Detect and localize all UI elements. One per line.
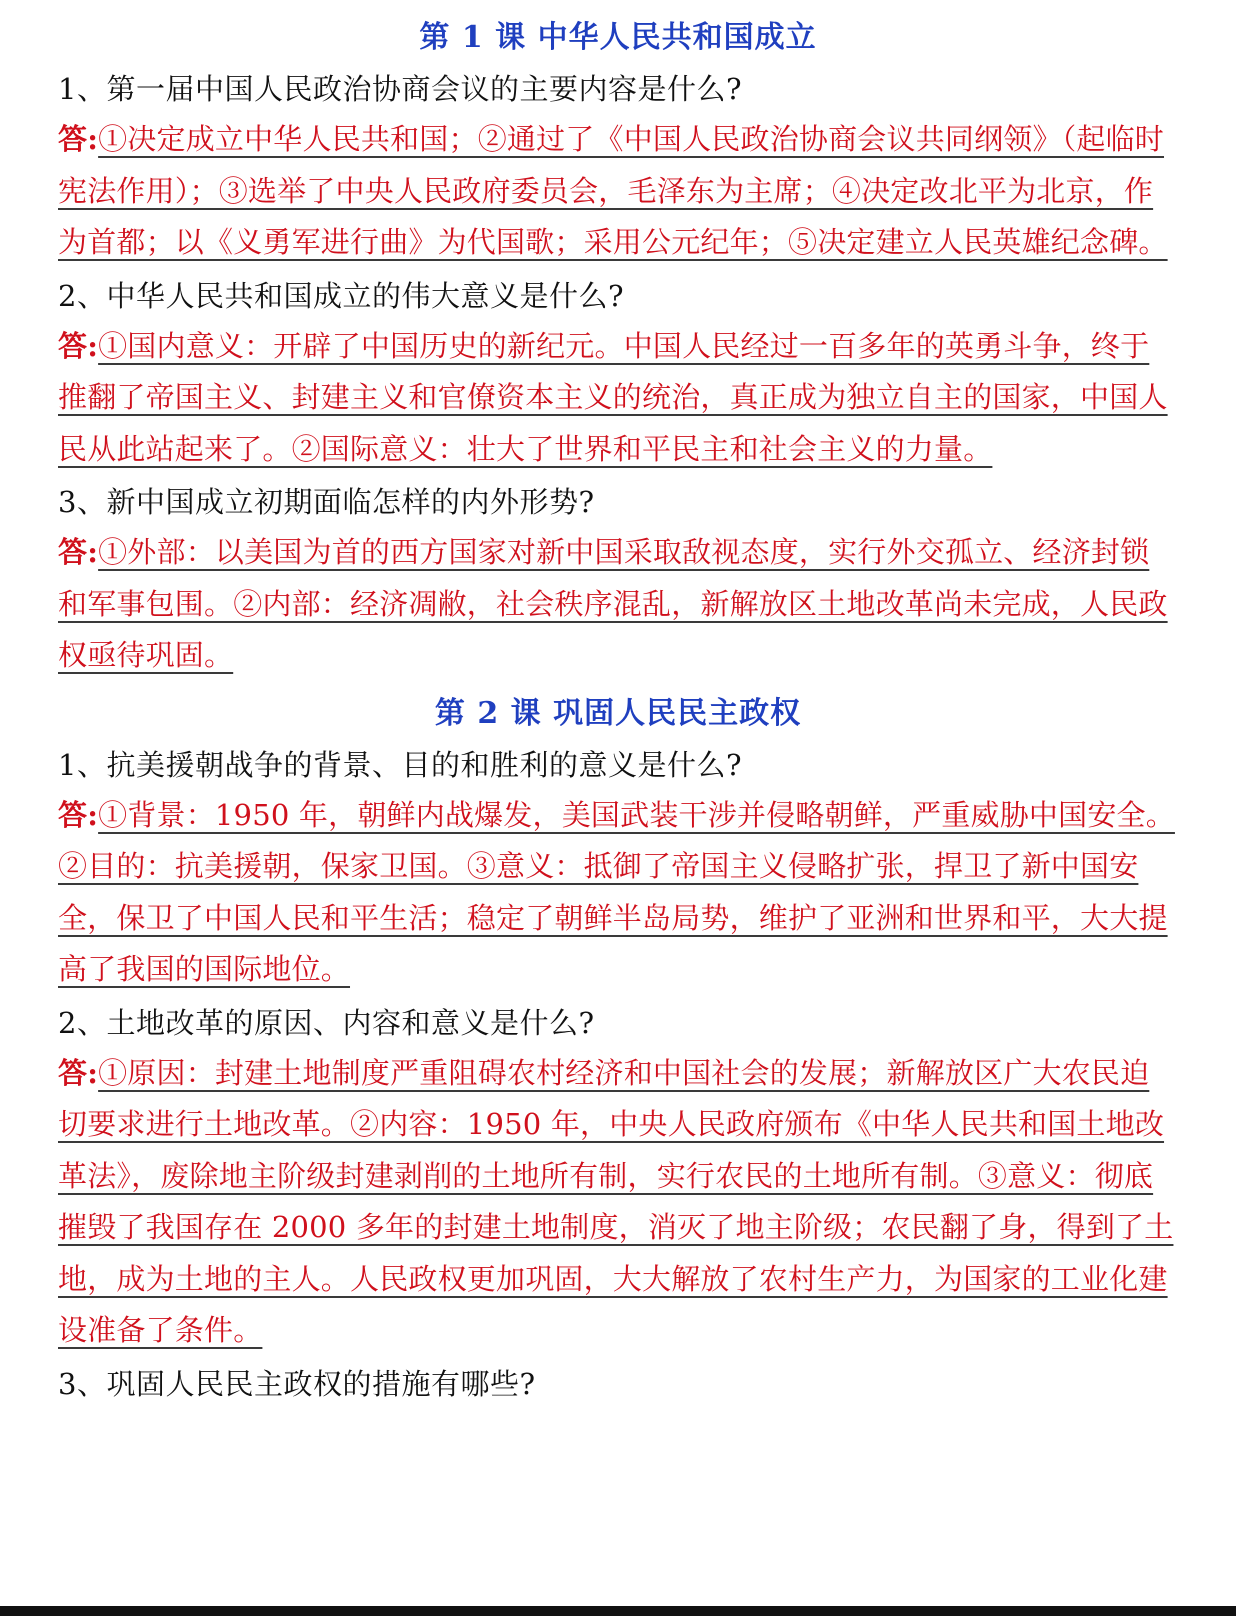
answer-label: 答:	[58, 797, 99, 832]
lesson-1-answer-3	[58, 527, 1178, 682]
answer-text: ①背景：1950 年，朝鲜内战爆发，美国武装干涉并侵略朝鲜，严重威胁中国安全。②目的：抗美援朝，保家卫国。③意义：抵御了帝国主义侵略扩张，捍卫了新中国安全，保卫了中国人民和平生活；稳定了朝鲜半岛局势，维护了亚洲和世界和平，大大提高了我国的国际地位。	[58, 797, 1175, 986]
lesson-2-question-1: 1、抗美援朝战争的背景、目的和胜利的意义是什么?	[58, 747, 742, 782]
lesson-2-answer-1	[58, 790, 1178, 996]
lesson-1-question-2: 2、中华人民共和国成立的伟大意义是什么?	[58, 278, 624, 313]
answer-label: 答:	[58, 535, 99, 569]
lesson-2-question-2: 2、土地改革的原因、内容和意义是什么?	[58, 1005, 595, 1040]
answer-label: 答:	[58, 122, 99, 156]
answer-label: 答:	[58, 328, 99, 363]
bottom-edge-bar	[0, 1606, 1236, 1616]
answer-text: ①国内意义：开辟了中国历史的新纪元。中国人民经过一百多年的英勇斗争，终于推翻了帝国主义、封建主义和官僚资本主义的统治，真正成为独立自主的国家，中国人民从此站起来了。②国际意义：壮大了世界和平民主和社会主义的力量。	[58, 328, 1168, 466]
lesson-2-title: 第 2 课 巩固人民民主政权	[434, 695, 802, 731]
lesson-1-title: 第 1 课 中华人民共和国成立	[419, 20, 817, 55]
lesson-1-question-1: 1、第一届中国人民政治协商会议的主要内容是什么?	[58, 72, 742, 106]
lesson-1-question-3: 3、新中国成立初期面临怎样的内外形势?	[58, 485, 595, 519]
lesson-2-answer-2	[58, 1048, 1178, 1357]
answer-text: ①外部：以美国为首的西方国家对新中国采取敌视态度，实行外交孤立、经济封锁和军事包围。②内部：经济凋敝，社会秩序混乱，新解放区土地改革尚未完成，人民政权亟待巩固。	[58, 535, 1168, 672]
lesson-1-answer-2	[58, 321, 1178, 476]
answer-label: 答:	[58, 1055, 99, 1090]
lesson-2-question-3: 3、巩固人民民主政权的措施有哪些?	[58, 1366, 536, 1401]
lesson-1-answer-1	[58, 114, 1178, 269]
answer-text: ①原因：封建土地制度严重阻碍农村经济和中国社会的发展；新解放区广大农民迫切要求进行土地改革。②内容：1950 年，中央人民政府颁布《中华人民共和国土地改革法》，废除地主阶级封建剥削的土地所有制，实行农民的土地所有制。③意义：彻底摧毁了我国存在 2000 多年的封建土地制度，消灭了地主阶级；农民翻了身，得到了土地，成为土地的主人。人民政权更加巩固，大大解放了农村生产力，为国家的工业化建设准备了条件。	[58, 1055, 1174, 1347]
answer-text: ①决定成立中华人民共和国；②通过了《中国人民政治协商会议共同纲领》（起临时宪法作用）；③选举了中央人民政府委员会，毛泽东为主席；④决定改北平为北京，作为首都；以《义勇军进行曲》为代国歌；采用公元纪年；⑤决定建立人民英雄纪念碑。	[58, 122, 1168, 259]
